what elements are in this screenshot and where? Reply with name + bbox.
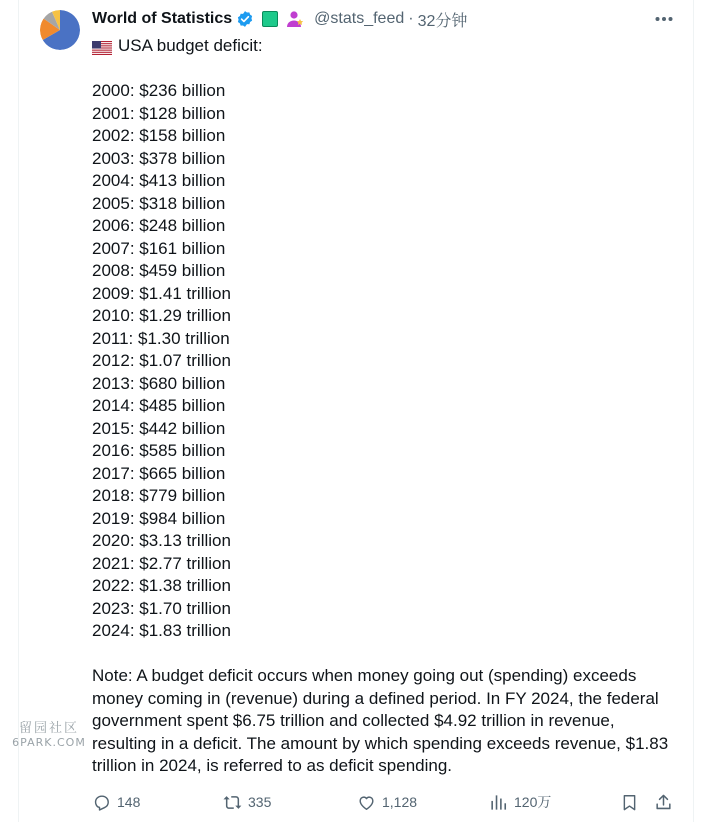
watermark <box>0 722 98 750</box>
deficit-list <box>92 80 672 643</box>
deficit-row-2002: 2002: $158 billion <box>92 126 226 145</box>
post-header <box>92 8 467 30</box>
author-handle[interactable]: @stats_feed <box>314 10 405 27</box>
author-name[interactable]: World of Statistics <box>92 10 233 27</box>
like-count: 1,128 <box>382 794 418 810</box>
views-button[interactable] <box>489 790 551 814</box>
deficit-row-2023: 2023: $1.70 trillion <box>92 598 231 618</box>
deficit-row-2017: 2017: $665 billion <box>92 463 226 483</box>
watermark-line-2: 6PARK.COM <box>12 736 86 749</box>
repost-count: 335 <box>248 794 272 810</box>
view-count: 120万 <box>514 794 552 810</box>
deficit-row-2001: 2001: $128 billion <box>92 103 226 123</box>
deficit-row-2008: 2008: $459 billion <box>92 261 226 280</box>
deficit-row-2019: 2019: $984 billion <box>92 508 226 528</box>
action-bar <box>92 790 682 814</box>
deficit-row-2011: 2011: $1.30 trillion <box>92 328 230 348</box>
post-body <box>92 35 672 778</box>
share-icon <box>654 793 673 812</box>
deficit-row-2010: 2010: $1.29 trillion <box>92 306 231 325</box>
deficit-row-2022: 2022: $1.38 trillion <box>92 576 231 595</box>
share-button[interactable] <box>654 790 673 814</box>
like-button[interactable] <box>357 790 417 814</box>
deficit-row-2024: 2024: $1.83 trillion <box>92 621 231 640</box>
separator-dot: · <box>408 10 414 27</box>
deficit-row-2018: 2018: $779 billion <box>92 486 226 505</box>
verified-badge-icon <box>236 10 254 28</box>
deficit-row-2009: 2009: $1.41 trillion <box>92 283 231 303</box>
reply-button[interactable] <box>92 790 140 814</box>
deficit-row-2015: 2015: $442 billion <box>92 418 226 438</box>
deficit-row-2005: 2005: $318 billion <box>92 193 226 213</box>
subscriber-person-icon <box>286 10 306 28</box>
deficit-row-2014: 2014: $485 billion <box>92 396 226 415</box>
bookmark-button[interactable] <box>620 790 639 814</box>
blank-line <box>92 643 672 666</box>
heart-icon <box>357 793 376 812</box>
deficit-row-2004: 2004: $413 billion <box>92 171 226 190</box>
avatar[interactable] <box>40 10 80 50</box>
deficit-row-2007: 2007: $161 billion <box>92 238 226 258</box>
deficit-row-2016: 2016: $585 billion <box>92 441 226 460</box>
headline-text: USA budget deficit: <box>118 36 263 55</box>
affiliate-badge-icon[interactable] <box>262 11 278 27</box>
bookmark-icon <box>620 793 639 812</box>
pie-chart-logo-icon <box>40 10 80 50</box>
repost-icon <box>223 793 242 812</box>
us-flag-icon <box>92 39 112 53</box>
blank-line <box>92 58 672 81</box>
views-chart-icon <box>489 793 508 812</box>
note-paragraph: Note: A budget deficit occurs when money going out (spending) exceeds money coming in (revenue) during a defined period. In FY 2024, the federal government spent $6.75 trillion and collected $4.92 trillion in revenue, resulting in a deficit. The amount by which spending exceeds revenue, $1.83 trillion in 2024, is referred to as deficit spending. <box>92 666 669 775</box>
repost-button[interactable] <box>223 790 271 814</box>
deficit-row-2020: 2020: $3.13 trillion <box>92 531 231 550</box>
deficit-row-2003: 2003: $378 billion <box>92 148 226 168</box>
headline-line <box>92 35 672 58</box>
deficit-row-2006: 2006: $248 billion <box>92 216 226 235</box>
more-options-button[interactable] <box>654 9 674 29</box>
reply-count: 148 <box>117 794 141 810</box>
post-time[interactable]: 32分钟 <box>417 12 468 30</box>
deficit-row-2021: 2021: $2.77 trillion <box>92 553 231 573</box>
deficit-row-2000: 2000: $236 billion <box>92 81 226 100</box>
watermark-line-1: 留园社区 <box>18 721 79 736</box>
reply-icon <box>92 793 111 812</box>
deficit-row-2013: 2013: $680 billion <box>92 373 226 393</box>
deficit-row-2012: 2012: $1.07 trillion <box>92 351 231 370</box>
more-dots-icon <box>655 16 673 22</box>
